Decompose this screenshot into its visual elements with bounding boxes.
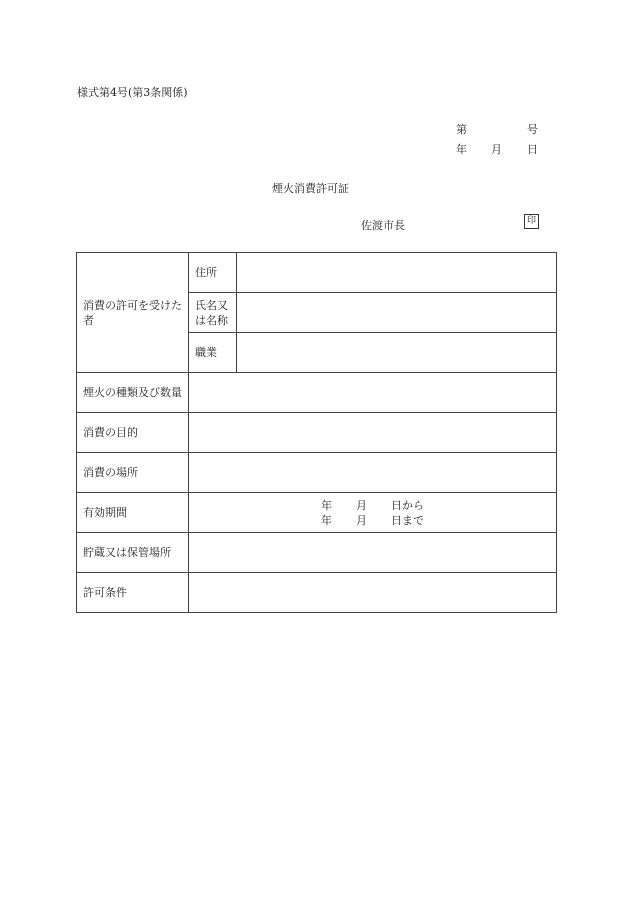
issue-date-month: 月 [491, 143, 502, 156]
purpose-label: 消費の目的 [77, 413, 189, 453]
address-label: 住所 [189, 253, 237, 293]
conditions-value [189, 573, 557, 613]
issue-date-year: 年 [456, 143, 467, 156]
location-label: 消費の場所 [77, 453, 189, 493]
conditions-label: 許可条件 [77, 573, 189, 613]
address-value [237, 253, 557, 293]
validity-from [195, 498, 550, 513]
form-number-label: 様式第4号(第3条関係) [77, 86, 188, 99]
seal-mark: 印 [524, 214, 539, 229]
permit-table [76, 252, 557, 613]
validity-value [189, 493, 557, 533]
validity-from-day: 日から [391, 498, 424, 512]
document-title: 煙火消費許可証 [272, 182, 349, 195]
purpose-value [189, 413, 557, 453]
validity-to-month: 月 [356, 513, 367, 527]
occupation-value [237, 333, 557, 373]
permit-number-suffix: 号 [527, 123, 538, 136]
validity-from-month: 月 [356, 498, 367, 512]
permit-number-prefix: 第 [456, 123, 467, 136]
name-value [237, 293, 557, 333]
storage-value [189, 533, 557, 573]
validity-to-year: 年 [321, 513, 332, 527]
storage-label: 貯蔵又は保管場所 [77, 533, 189, 573]
validity-label: 有効期間 [77, 493, 189, 533]
occupation-label: 職業 [189, 333, 237, 373]
location-value [189, 453, 557, 493]
validity-to-day: 日まで [391, 513, 424, 527]
validity-to [195, 513, 550, 528]
fireworks-label: 煙火の種類及び数量 [77, 373, 189, 413]
fireworks-value [189, 373, 557, 413]
applicant-label: 消費の許可を受けた者 [77, 253, 189, 373]
validity-from-year: 年 [321, 498, 332, 512]
issue-date-day: 日 [527, 143, 538, 156]
issuer-name: 佐渡市長 [361, 219, 405, 232]
name-label: 氏名又は名称 [189, 293, 237, 333]
